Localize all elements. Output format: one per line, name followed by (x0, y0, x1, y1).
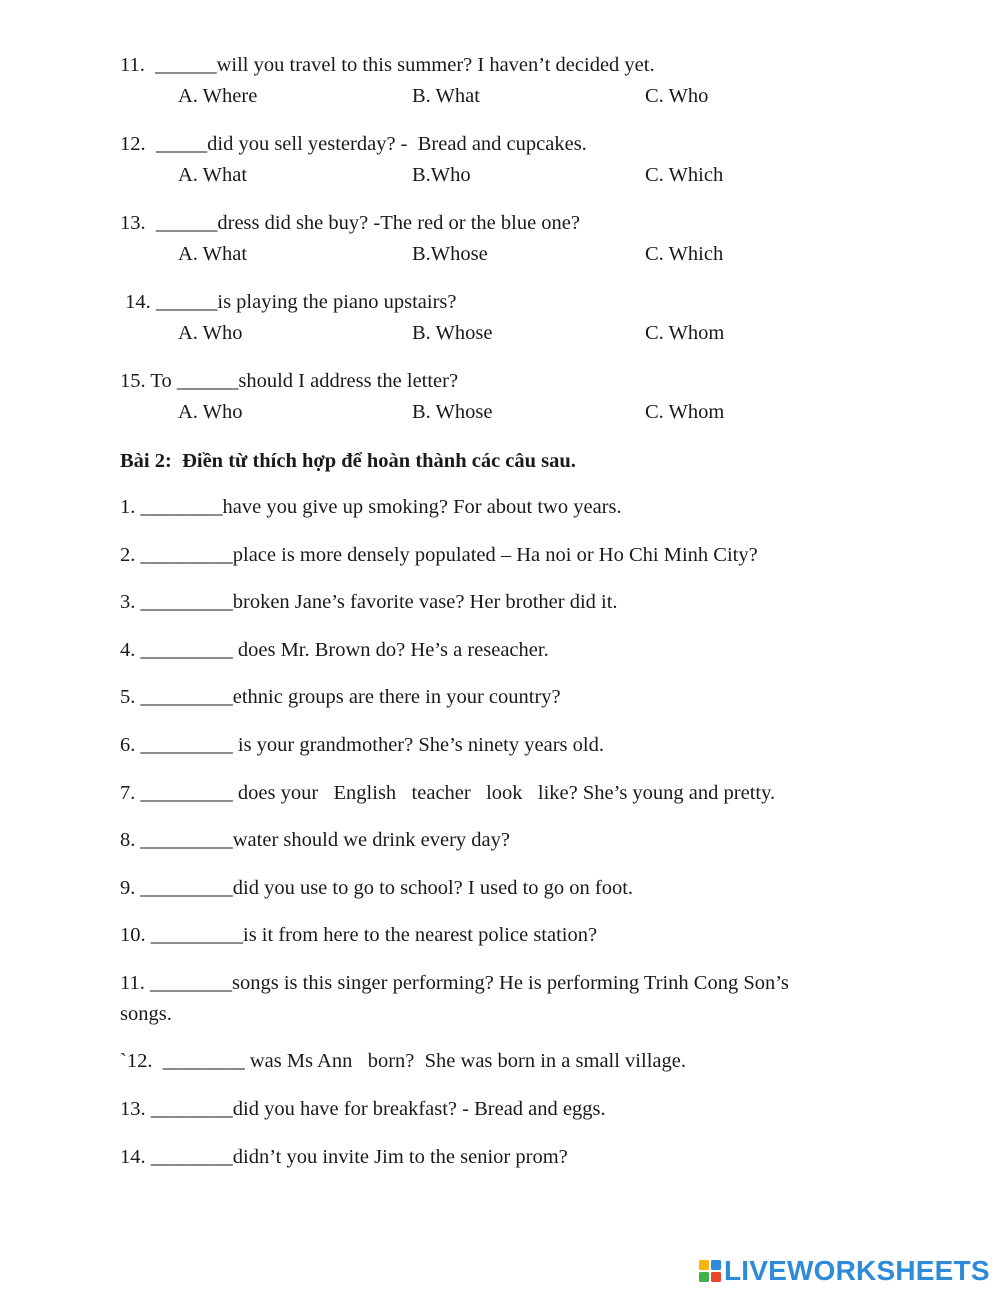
question-15-option-b[interactable]: B. Whose (412, 401, 493, 423)
liveworksheets-logo-text: LIVEWORKSHEETS (724, 1255, 990, 1286)
question-13-option-c[interactable]: C. Which (645, 243, 724, 265)
exercise-item-11-continued: songs. (120, 1003, 172, 1025)
exercise-item-14: 14. ________didn’t you invite Jim to the senior prom? (120, 1146, 568, 1168)
question-14-stem: 14. ______is playing the piano upstairs? (120, 291, 457, 313)
exercise-item-7: 7. _________ does your English teacher look like? She’s young and pretty. (120, 782, 776, 804)
exercise-item-3: 3. _________broken Jane’s favorite vase? Her brother did it. (120, 591, 618, 613)
exercise-item-4: 4. _________ does Mr. Brown do? He’s a reseacher. (120, 639, 549, 661)
question-12-option-c[interactable]: C. Which (645, 164, 724, 186)
exercise-item-1: 1. ________have you give up smoking? For about two years. (120, 496, 622, 518)
question-14-option-c[interactable]: C. Whom (645, 322, 725, 344)
section-heading: Bài 2: Điền từ thích hợp để hoàn thành các câu sau. (120, 450, 576, 472)
question-14-option-b[interactable]: B. Whose (412, 322, 493, 344)
exercise-item-13: 13. ________did you have for breakfast? - Bread and eggs. (120, 1098, 606, 1120)
exercise-item-10: 10. _________is it from here to the nearest police station? (120, 924, 598, 946)
question-15-option-a[interactable]: A. Who (178, 401, 243, 423)
question-12-option-b[interactable]: B.Who (412, 164, 471, 186)
question-11-stem: 11. ______will you travel to this summer? I haven’t decided yet. (120, 54, 655, 76)
exercise-item-6: 6. _________ is your grandmother? She’s ninety years old. (120, 734, 604, 756)
question-12-stem: 12. _____did you sell yesterday? - Bread and cupcakes. (120, 133, 587, 155)
exercise-item-12: `12. ________ was Ms Ann born? She was born in a small village. (120, 1050, 686, 1072)
question-15-stem: 15. To ______should I address the letter? (120, 370, 459, 392)
question-11-option-a[interactable]: A. Where (178, 85, 258, 107)
exercise-item-9: 9. _________did you use to go to school? I used to go on foot. (120, 877, 634, 899)
question-13-stem: 13. ______dress did she buy? -The red or the blue one? (120, 212, 580, 234)
question-12-option-a[interactable]: A. What (178, 164, 248, 186)
liveworksheets-logo-icon (698, 1259, 722, 1283)
exercise-item-11: 11. ________songs is this singer performing? He is performing Trinh Cong Son’s (120, 972, 789, 994)
question-15-option-c[interactable]: C. Whom (645, 401, 725, 423)
liveworksheets-logo (698, 1253, 990, 1289)
exercise-item-5: 5. _________ethnic groups are there in your country? (120, 686, 561, 708)
exercise-item-2: 2. _________place is more densely populated – Ha noi or Ho Chi Minh City? (120, 544, 758, 566)
question-11-option-c[interactable]: C. Who (645, 85, 709, 107)
exercise-item-8: 8. _________water should we drink every day? (120, 829, 510, 851)
question-13-option-b[interactable]: B.Whose (412, 243, 488, 265)
question-11-option-b[interactable]: B. What (412, 85, 480, 107)
question-14-option-a[interactable]: A. Who (178, 322, 243, 344)
question-13-option-a[interactable]: A. What (178, 243, 248, 265)
